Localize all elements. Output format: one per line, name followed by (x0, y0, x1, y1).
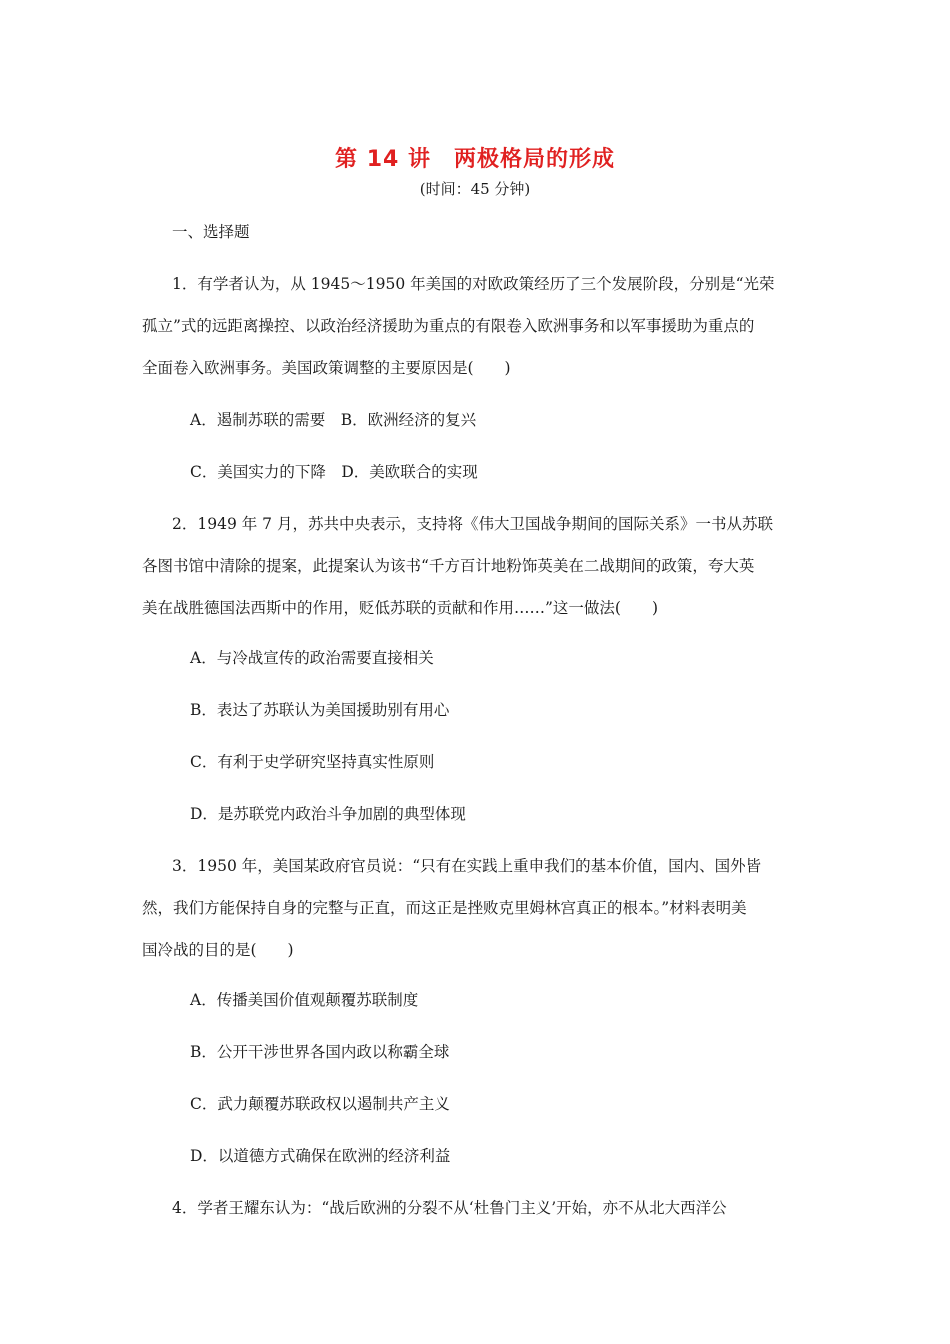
section-heading: 一、选择题 (172, 223, 250, 241)
q2-option-b: B．表达了苏联认为美国援助别有用心 (190, 701, 450, 719)
q1-line-2: 孤立”式的远距离操控、以政治经济援助为重点的有限卷入欧洲事务和以军事援助为重点的 (142, 317, 755, 335)
q3-option-b: B．公开干涉世界各国内政以称霸全球 (190, 1043, 450, 1061)
time-limit: (时间：45 分钟) (419, 180, 531, 198)
q2-option-a: A．与冷战宣传的政治需要直接相关 (190, 649, 434, 667)
q1-options-cd: C．美国实力的下降 D．美欧联合的实现 (190, 463, 478, 481)
q2-line-2: 各图书馆中清除的提案，此提案认为该书“千方百计地粉饰英美在二战期间的政策，夸大英 (142, 557, 755, 575)
q2-option-c: C．有利于史学研究坚持真实性原则 (190, 753, 435, 771)
q2-option-d: D．是苏联党内政治斗争加剧的典型体现 (190, 805, 466, 823)
q2-line-1: 2．1949 年 7 月，苏共中央表示，支持将《伟大卫国战争期间的国际关系》一书从苏联 (172, 515, 773, 533)
q4-line-1: 4．学者王耀东认为：“战后欧洲的分裂不从‘杜鲁门主义’开始，亦不从北大西洋公 (172, 1199, 727, 1217)
q2-line-3: 美在战胜德国法西斯中的作用，贬低苏联的贡献和作用……”这一做法( ) (142, 599, 659, 617)
q3-line-2: 然，我们方能保持自身的完整与正直，而这正是挫败克里姆林宫真正的根本。”材料表明美 (142, 899, 747, 917)
q3-line-1: 3．1950 年，美国某政府官员说：“只有在实践上重申我们的基本价值，国内、国外皆 (172, 857, 762, 875)
q1-options-ab: A．遏制苏联的需要 B．欧洲经济的复兴 (190, 411, 477, 429)
q3-line-3: 国冷战的目的是( ) (142, 941, 294, 959)
q3-option-a: A．传播美国价值观颠覆苏联制度 (190, 991, 419, 1009)
q1-line-3: 全面卷入欧洲事务。美国政策调整的主要原因是( ) (142, 359, 511, 377)
page-title: 第 14 讲 两极格局的形成 (335, 147, 615, 172)
q1-line-1: 1．有学者认为，从 1945～1950 年美国的对欧政策经历了三个发展阶段，分别是“光荣 (172, 275, 775, 293)
q3-option-d: D．以道德方式确保在欧洲的经济利益 (190, 1147, 451, 1165)
q3-option-c: C．武力颠覆苏联政权以遏制共产主义 (190, 1095, 450, 1113)
